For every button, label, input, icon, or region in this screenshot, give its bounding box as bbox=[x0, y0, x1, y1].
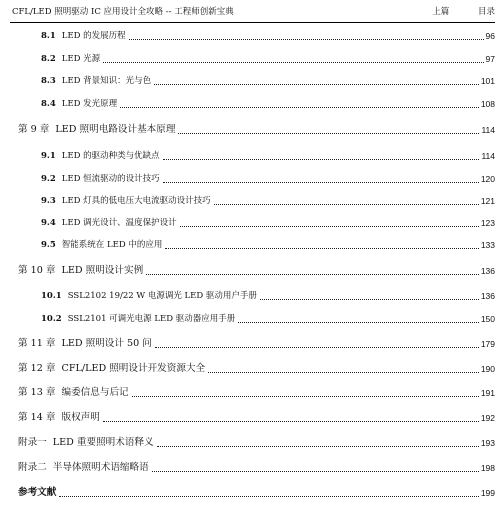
page-number: 136 bbox=[480, 266, 495, 276]
toc-section-entry[interactable] bbox=[41, 216, 495, 230]
entry-number: 第 13 章 bbox=[18, 387, 56, 398]
page-number: 97 bbox=[485, 54, 495, 64]
page-number: 108 bbox=[480, 99, 495, 109]
page-header bbox=[12, 6, 495, 20]
dot-leader bbox=[178, 133, 479, 134]
entry-number: 第 9 章 bbox=[18, 124, 50, 135]
toc-chapter-entry[interactable] bbox=[18, 386, 495, 400]
entry-number: 参考文献 bbox=[18, 487, 57, 498]
dot-leader bbox=[180, 226, 479, 227]
entry-title: 智能系统在 LED 中的应用 bbox=[61, 240, 163, 250]
toc-section-entry[interactable] bbox=[41, 289, 495, 303]
page-number: 121 bbox=[480, 196, 495, 206]
dot-leader bbox=[155, 347, 479, 348]
entry-title: LED 的发展历程 bbox=[61, 31, 126, 41]
entry-number: 10.1 bbox=[41, 291, 62, 301]
entry-title: LED 调光设计、温度保护设计 bbox=[61, 218, 177, 228]
dot-leader bbox=[238, 322, 479, 323]
toc-section-entry[interactable] bbox=[41, 312, 495, 326]
entry-title: 版权声明 bbox=[61, 412, 100, 423]
toc-section-entry[interactable] bbox=[41, 194, 495, 208]
dot-leader bbox=[120, 107, 479, 108]
page-number: 179 bbox=[480, 339, 495, 349]
toc-chapter-entry[interactable] bbox=[18, 411, 495, 425]
entry-number: 9.2 bbox=[41, 174, 56, 184]
entry-title: LED 灯具的低电压大电流驱动设计技巧 bbox=[61, 196, 211, 206]
toc-chapter-entry[interactable] bbox=[18, 123, 495, 137]
entry-number: 10.2 bbox=[41, 314, 62, 324]
dot-leader bbox=[154, 84, 479, 85]
contents-label: 目录 bbox=[477, 7, 495, 17]
dot-leader bbox=[157, 446, 479, 447]
entry-number: 第 10 章 bbox=[18, 265, 56, 276]
toc-chapter-entry[interactable] bbox=[18, 264, 495, 278]
volume-label: 上篇 bbox=[432, 7, 450, 17]
entry-title: LED 照明设计实例 bbox=[61, 265, 144, 276]
toc-section-entry[interactable] bbox=[41, 74, 495, 88]
dot-leader bbox=[129, 39, 484, 40]
entry-title: LED 发光原理 bbox=[61, 99, 118, 109]
header-rule bbox=[10, 22, 495, 23]
toc-section-entry[interactable] bbox=[41, 52, 495, 66]
page-number: 192 bbox=[480, 413, 495, 423]
page-number: 101 bbox=[480, 76, 495, 86]
page-number: 198 bbox=[480, 463, 495, 473]
entry-title: LED 恒流驱动的设计技巧 bbox=[61, 174, 160, 184]
entry-title: CFL/LED 照明设计开发资源大全 bbox=[61, 363, 206, 374]
dot-leader bbox=[163, 182, 479, 183]
entry-title: LED 背景知识：光与色 bbox=[61, 76, 152, 86]
page-number: 114 bbox=[481, 125, 495, 135]
entry-title: LED 的驱动种类与优缺点 bbox=[61, 151, 160, 161]
toc-section-entry[interactable] bbox=[41, 149, 495, 163]
toc-section-entry[interactable] bbox=[41, 97, 495, 111]
entry-number: 第 11 章 bbox=[18, 338, 56, 349]
dot-leader bbox=[208, 372, 479, 373]
dot-leader bbox=[152, 471, 479, 472]
entry-title: LED 照明电路设计基本原理 bbox=[55, 124, 176, 135]
entry-number: 9.5 bbox=[41, 240, 56, 250]
entry-title: LED 照明设计 50 问 bbox=[61, 338, 152, 349]
page-number: 123 bbox=[480, 218, 495, 228]
entry-number: 8.1 bbox=[41, 31, 56, 41]
dot-leader bbox=[103, 62, 483, 63]
toc-chapter-entry[interactable] bbox=[18, 486, 495, 500]
toc-chapter-entry[interactable] bbox=[18, 436, 495, 450]
page-number: 120 bbox=[480, 174, 495, 184]
entry-number: 8.3 bbox=[41, 76, 56, 86]
entry-number: 第 14 章 bbox=[18, 412, 56, 423]
dot-leader bbox=[260, 299, 479, 300]
entry-number: 9.3 bbox=[41, 196, 56, 206]
entry-title: SSL2101 可调光电源 LED 驱动器应用手册 bbox=[67, 314, 236, 324]
entry-title: 半导体照明术语缩略语 bbox=[52, 462, 149, 473]
entry-title: SSL2102 19/22 W 电源调光 LED 驱动用户手册 bbox=[67, 291, 257, 301]
entry-number: 附录二 bbox=[18, 462, 47, 473]
page-number: 199 bbox=[480, 488, 495, 498]
entry-title: 编委信息与后记 bbox=[61, 387, 129, 398]
dot-leader bbox=[59, 496, 478, 497]
page-number: 190 bbox=[480, 364, 495, 374]
book-title: CFL/LED 照明驱动 IC 应用设计全攻略 -- 工程师创新宝典 bbox=[12, 7, 234, 17]
toc-chapter-entry[interactable] bbox=[18, 461, 495, 475]
entry-title: LED 重要照明术语释义 bbox=[52, 437, 154, 448]
toc-section-entry[interactable] bbox=[41, 172, 495, 186]
page-number: 150 bbox=[480, 314, 495, 324]
toc-section-entry[interactable] bbox=[41, 238, 495, 252]
page-number: 191 bbox=[480, 388, 495, 398]
dot-leader bbox=[103, 421, 479, 422]
dot-leader bbox=[165, 248, 478, 249]
entry-number: 9.4 bbox=[41, 218, 56, 228]
page-number: 193 bbox=[480, 438, 495, 448]
dot-leader bbox=[163, 159, 480, 160]
entry-number: 9.1 bbox=[41, 151, 56, 161]
toc-section-entry[interactable] bbox=[41, 29, 495, 43]
entry-number: 第 12 章 bbox=[18, 363, 56, 374]
entry-number: 附录一 bbox=[18, 437, 47, 448]
page-number: 114 bbox=[481, 151, 495, 161]
header-right bbox=[406, 6, 495, 18]
dot-leader bbox=[146, 274, 479, 275]
entry-number: 8.2 bbox=[41, 54, 56, 64]
page-number: 133 bbox=[480, 240, 495, 250]
toc-chapter-entry[interactable] bbox=[18, 337, 495, 351]
entry-number: 8.4 bbox=[41, 99, 56, 109]
entry-title: LED 光源 bbox=[61, 54, 101, 64]
dot-leader bbox=[214, 204, 479, 205]
toc-chapter-entry[interactable] bbox=[18, 362, 495, 376]
page-number: 136 bbox=[480, 291, 495, 301]
dot-leader bbox=[132, 396, 479, 397]
page-number: 96 bbox=[485, 31, 495, 41]
